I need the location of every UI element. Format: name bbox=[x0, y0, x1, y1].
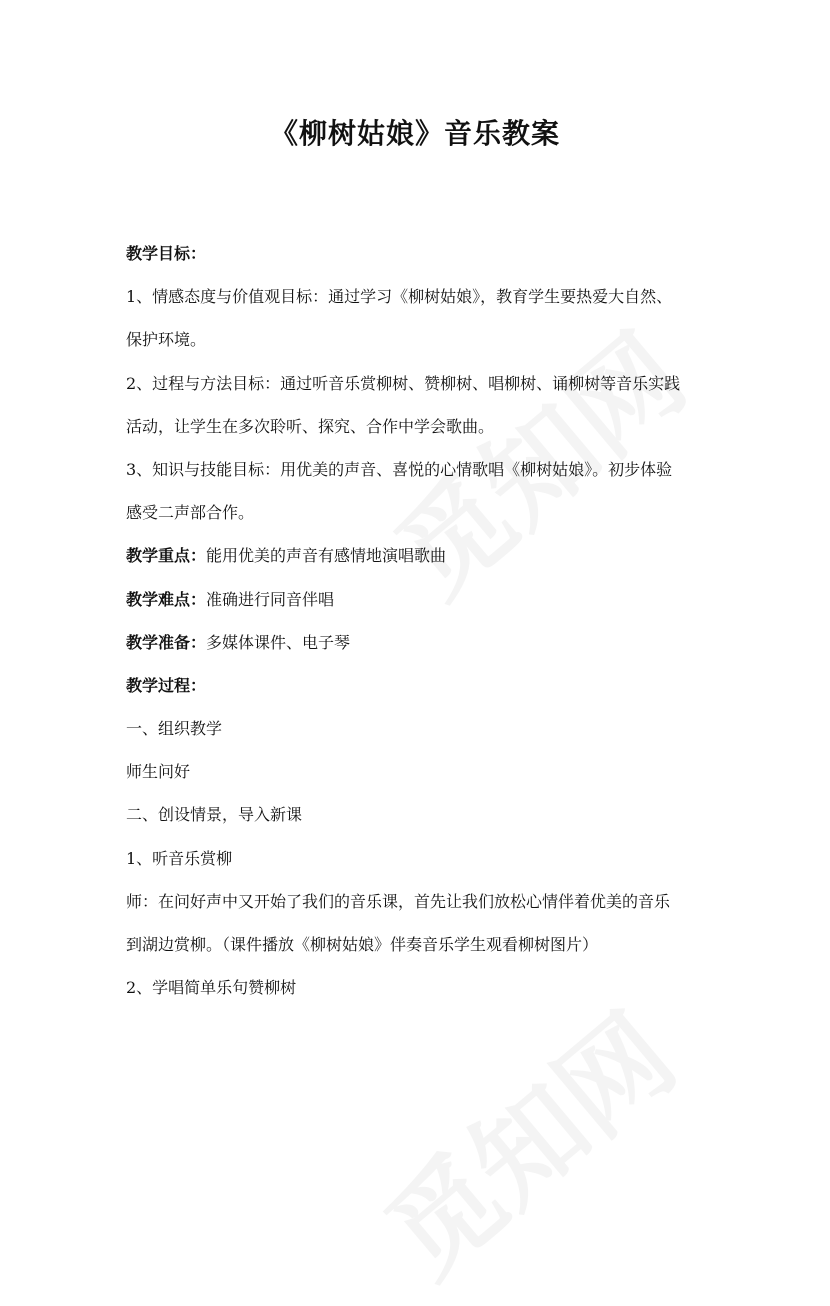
paragraph-line bbox=[126, 324, 716, 367]
line-text: 3、知识与技能目标：用优美的声音、喜悦的心情歌唱《柳树姑娘》。初步体验 bbox=[126, 459, 673, 479]
document-body bbox=[126, 238, 716, 1015]
line-text: 能用优美的声音有感情地演唱歌曲 bbox=[206, 546, 447, 566]
line-label: 教学难点： bbox=[126, 589, 207, 609]
line-text: 师生问好 bbox=[126, 762, 191, 782]
paragraph-line bbox=[126, 670, 716, 713]
paragraph-line bbox=[126, 411, 716, 454]
paragraph-line bbox=[126, 454, 716, 497]
line-text: 1、听音乐赏柳 bbox=[126, 848, 233, 868]
paragraph-line bbox=[126, 756, 716, 799]
line-text: 一、组织教学 bbox=[126, 719, 223, 739]
line-text: 保护环境。 bbox=[126, 330, 207, 350]
line-text: 2、过程与方法目标：通过听音乐赏柳树、赞柳树、唱柳树、诵柳树等音乐实践 bbox=[126, 373, 681, 393]
line-text: 到湖边赏柳。（课件播放《柳树姑娘》伴奏音乐学生观看柳树图片） bbox=[126, 935, 599, 954]
paragraph-line bbox=[126, 886, 716, 929]
line-text: 活动，让学生在多次聆听、探究、合作中学会歌曲。 bbox=[126, 416, 495, 436]
line-text: 2、学唱简单乐句赞柳树 bbox=[126, 978, 297, 998]
paragraph-line bbox=[126, 497, 716, 540]
line-label: 教学过程： bbox=[126, 675, 207, 695]
paragraph-line bbox=[126, 713, 716, 756]
line-text: 感受二声部合作。 bbox=[126, 503, 255, 523]
document-title: 《柳树姑娘》音乐教案 bbox=[269, 117, 560, 150]
paragraph-line bbox=[126, 584, 716, 627]
line-text: 准确进行同音伴唱 bbox=[206, 589, 335, 609]
line-text: 师：在问好声中又开始了我们的音乐课，首先让我们放松心情伴着优美的音乐 bbox=[126, 891, 671, 911]
line-text: 1、情感态度与价值观目标：通过学习《柳树姑娘》，教育学生要热爱大自然、 bbox=[126, 287, 673, 307]
paragraph-line bbox=[126, 368, 716, 411]
watermark bbox=[348, 972, 702, 1305]
paragraph-line bbox=[126, 843, 716, 886]
paragraph-line bbox=[126, 929, 716, 972]
paragraph-line bbox=[126, 627, 716, 670]
line-label: 教学准备： bbox=[126, 632, 207, 652]
line-label: 教学目标： bbox=[126, 244, 207, 263]
line-text: 多媒体课件、电子琴 bbox=[206, 632, 351, 652]
line-label: 教学重点： bbox=[126, 546, 207, 566]
paragraph-line bbox=[126, 281, 716, 324]
paragraph-line bbox=[126, 238, 716, 281]
paragraph-line bbox=[126, 799, 716, 842]
paragraph-line bbox=[126, 972, 716, 1015]
paragraph-line bbox=[126, 540, 716, 583]
line-text: 二、创设情景，导入新课 bbox=[126, 805, 303, 825]
